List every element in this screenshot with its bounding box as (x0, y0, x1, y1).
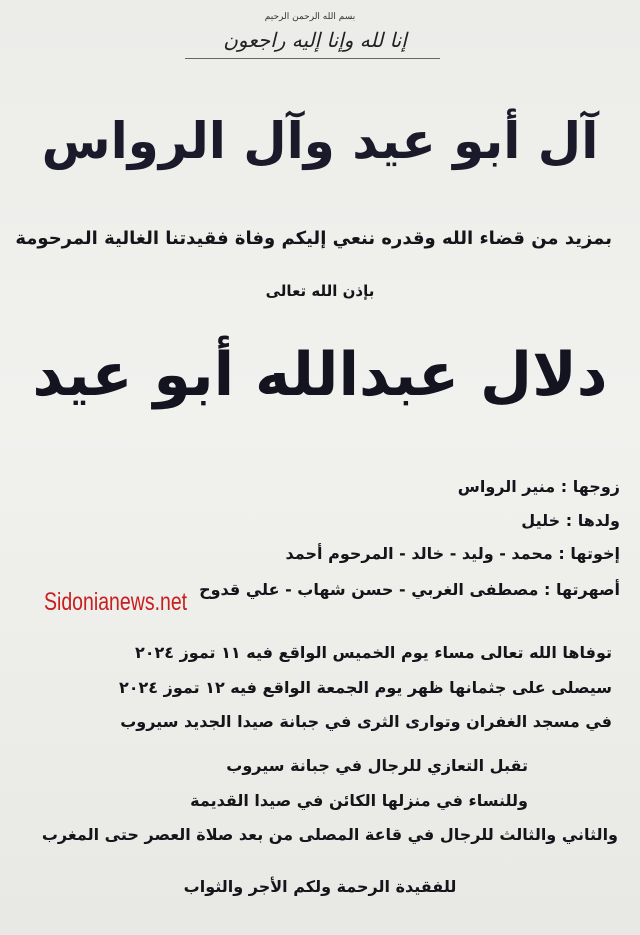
deceased-name: دلال عبدالله أبو عيد (32, 340, 608, 410)
permission-text: بإذن الله تعالى (265, 282, 375, 300)
basmala-text: بسم الله الرحمن الرحيم (264, 12, 356, 22)
second-third-days-line: والثاني والثالث للرجال في قاعة المصلى من بعد صلاة العصر حتى المغرب (41, 825, 618, 844)
funeral-prayer-line: سيصلى على جثمانها ظهر يوم الجمعة الواقع فيه ١٢ تموز ٢٠٢٤ (118, 678, 612, 697)
relative-husband: زوجها : منير الرواس (457, 477, 620, 496)
relative-in-laws: أصهرتها : مصطفى الغربي - حسن شهاب - علي قدوح (199, 580, 620, 599)
relative-son: ولدها : خليل (521, 511, 620, 530)
closing-text: للفقيدة الرحمة ولكم الأجر والثواب (183, 877, 457, 896)
quran-verse: إنا لله وإنا إليه راجعون (223, 28, 407, 52)
burial-location-line: في مسجد الغفران وتوارى الثرى في جبانة صيدا الجديد سيروب (120, 712, 612, 731)
family-names-heading: آل أبو عيد وآل الرواس (41, 112, 599, 170)
verse-underline (185, 58, 440, 59)
condolences-men-line: تقبل التعازي للرجال في جبانة سيروب (226, 756, 528, 775)
announcement-text: بمزيد من قضاء الله وقدره ننعي إليكم وفاة فقيدتنا الغالية المرحومة (15, 228, 612, 249)
death-date-line: توفاها الله تعالى مساء يوم الخميس الواقع فيه ١١ تموز ٢٠٢٤ (134, 643, 612, 662)
condolences-women-line: وللنساء في منزلها الكائن في صيدا القديمة (190, 791, 528, 810)
relative-brothers: إخوتها : محمد - وليد - خالد - المرحوم أحمد (285, 544, 620, 563)
watermark-text: Sidonianews.net (44, 588, 188, 616)
